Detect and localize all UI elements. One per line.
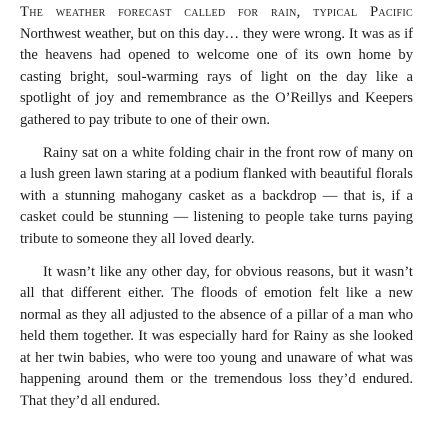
document-page <box>20 2 413 424</box>
paragraph-1-text: Northwest weather, but on this day… they were wrong. It was as if the heavens had opened to welcome one of its own home by casting bright, soul-warming rays of light on the day like a spotlight of joy and remembrance as the O’Reillys and Keepers gathered to pay tribute to one of their own. <box>20 25 413 128</box>
paragraph-1-lead-smallcaps: The weather forecast called for rain, typical Pacific <box>20 4 413 20</box>
paragraph-3: It wasn’t like any other day, for obvious reasons, but it wasn’t all that different either. The floods of emotion felt like a new normal as they all adjusted to the absence of a pillar of a man who held them together. It was especially hard for Rainy as she looked at her twin babies, who were too young and unaware of what was happening around them or the tremendous loss they’d endured. That they’d all endured. <box>20 263 413 409</box>
paragraph-1 <box>20 2 413 131</box>
paragraph-2: Rainy sat on a white folding chair in the front row of many on a lush green lawn staring at a podium flanked with beautiful florals with a stunning mahogany casket as a backdrop — that is, if a casket could be stunning — listening to people take turns paying tribute to someone they all loved dearly. <box>20 144 413 247</box>
